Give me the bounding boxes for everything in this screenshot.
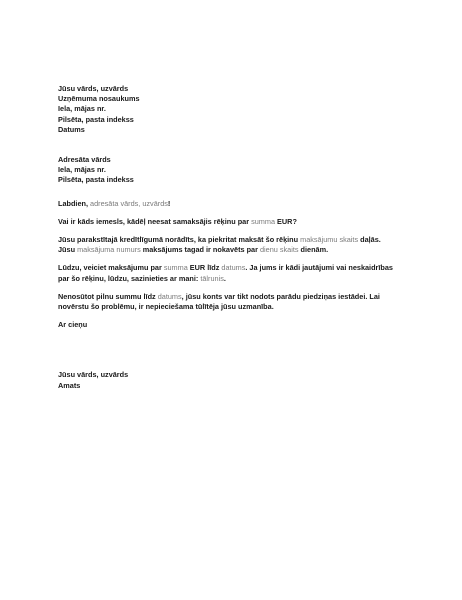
paragraph-agreement: Jūsu parakstītajā kredītlīgumā norādīts, ka piekritat maksāt šo rēķinu maksājumu skaits daļās. Jūsu maksājuma numurs maksājums tagad ir nokavēts par dienu skaits dienām. (58, 235, 381, 255)
recipient-address (58, 155, 418, 186)
letter-body (58, 84, 418, 391)
placeholder-payment-number: maksājuma numurs (77, 245, 141, 255)
placeholder-days: dienu skaits (259, 245, 299, 255)
recipient-street: Iela, mājas nr. (58, 165, 106, 175)
sender-name: Jūsu vārds, uzvārds (58, 84, 129, 93)
recipient-city: Pilsēta, pasta indekss (58, 175, 134, 185)
closing: Ar cieņu (58, 320, 88, 330)
signature-title: Amats (58, 380, 81, 390)
placeholder-date-2: datums (157, 291, 182, 301)
sender-city: Pilsēta, pasta indekss (58, 114, 134, 124)
placeholder-date: datums (221, 263, 246, 273)
recipient-name: Adresāta vārds (58, 155, 111, 165)
placeholder-phone: tālrunis (200, 273, 224, 283)
letter-date: Datums (58, 124, 85, 134)
placeholder-installments: maksājumu skaits (300, 235, 359, 245)
signature-block (58, 370, 418, 390)
placeholder-amount-2: summa (163, 263, 188, 273)
sender-address (58, 84, 418, 135)
sender-street: Iela, mājas nr. (58, 104, 106, 114)
paragraph-request: Lūdzu, veiciet maksājumu par summa EUR līdz datums. Ja jums ir kādi jautājumi vai neskaidrības par šo rēķinu, lūdzu, sazinieties ar mani: tālrunis. (58, 263, 393, 283)
paragraph-warning: Nenosūtot pilnu summu līdz datums, jūsu konts var tikt nodots parādu piedziņas iestādei. Lai novērstu šo problēmu, ir nepieciešama tūlītēja jūsu uzmanība. (58, 291, 380, 312)
sender-company: Uzņēmuma nosaukums (58, 94, 140, 104)
placeholder-amount: summa (251, 216, 276, 226)
greeting: Labdien, adresāta vārds, uzvārds! (58, 198, 171, 208)
signature-name: Jūsu vārds, uzvārds (58, 370, 129, 380)
paragraph-question: Vai ir kāds iemesls, kādēļ neesat samaksājis rēķinu par summa EUR? (58, 216, 297, 226)
placeholder-recipient-name: adresāta vārds, uzvārds (90, 198, 168, 208)
